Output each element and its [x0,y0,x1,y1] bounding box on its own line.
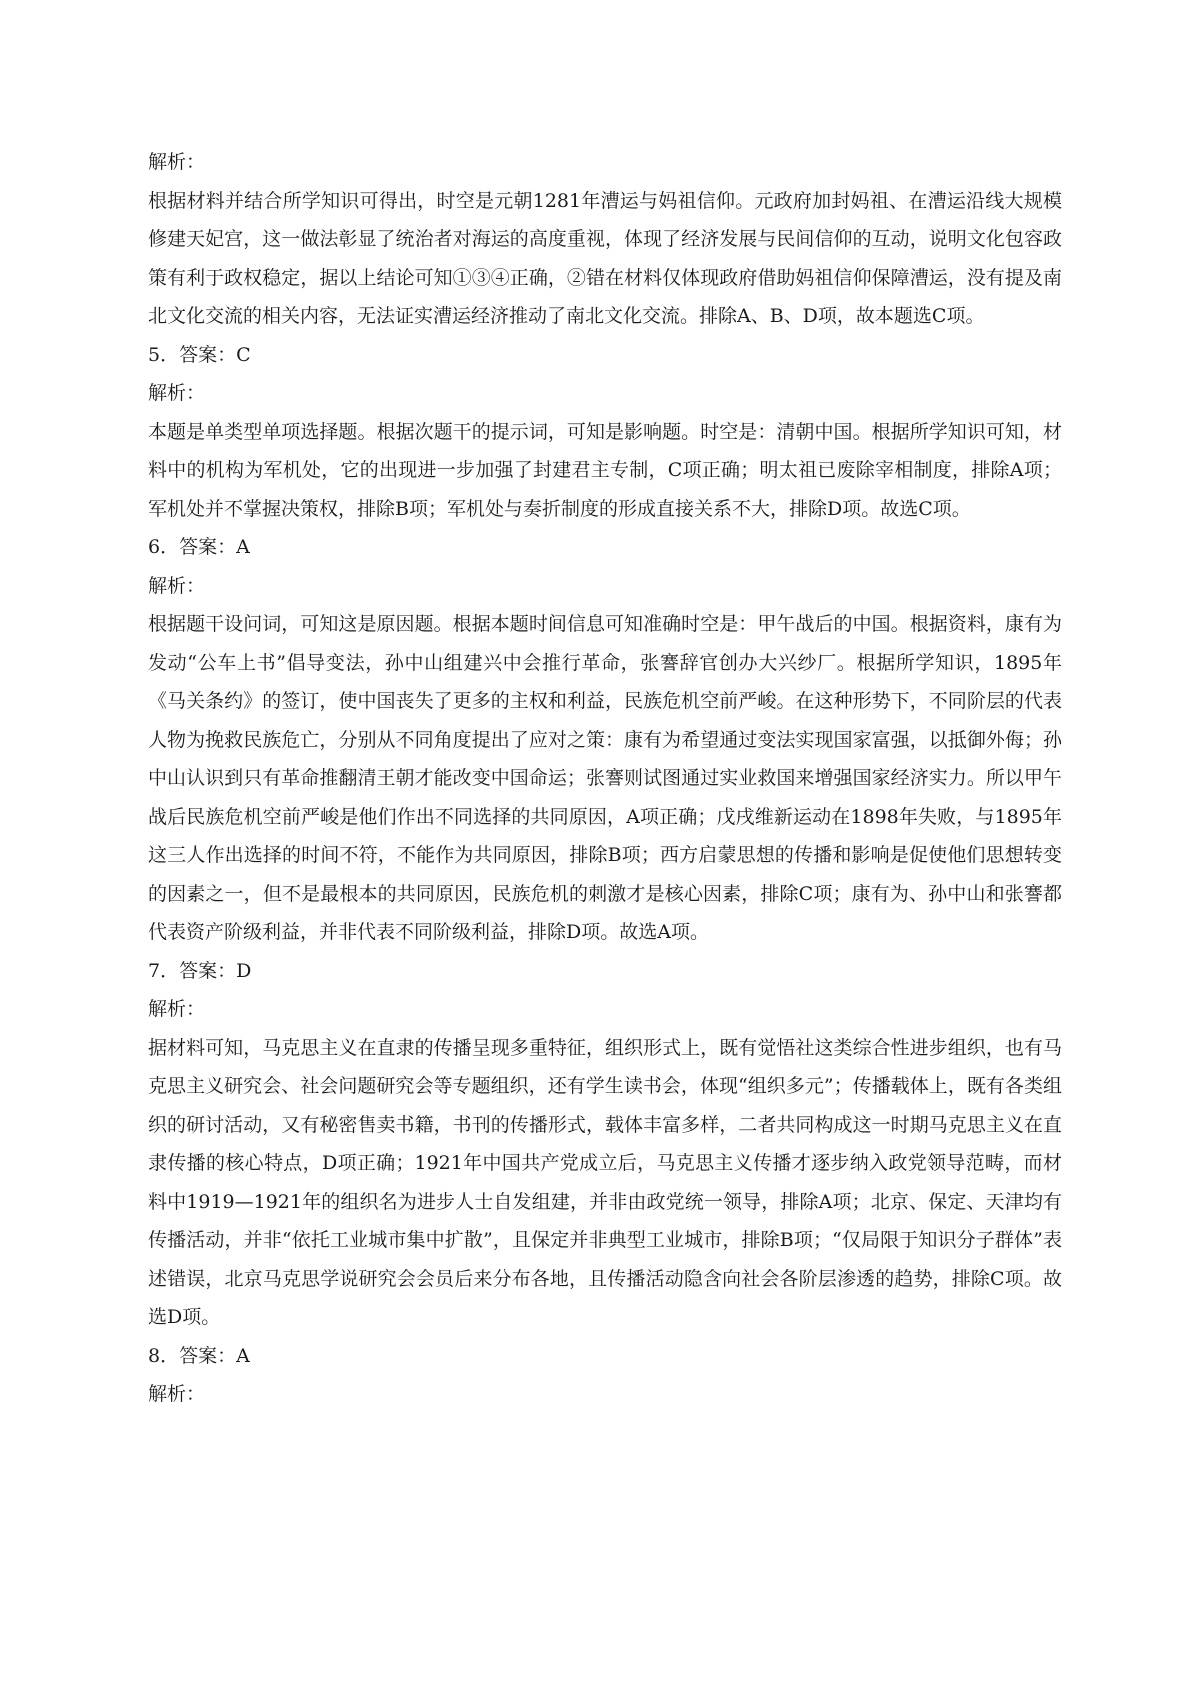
answer-line: 7．答案：D [148,959,252,982]
analysis-label: 解析： [148,382,206,404]
question-5 [148,336,1062,529]
analysis-text: 根据题干设问词，可知这是原因题。根据本题时间信息可知准确时空是：甲午战后的中国。根据资料，康有为发动“公车上书”倡导变法，孙中山组建兴中会推行革命，张謇辞官创办大兴纱厂。根据所学知识，1895年《马关条约》的签订，使中国丧失了更多的主权和利益，民族危机空前严峻。在这种形势下，不同阶层的代表人物为挽救民族危亡，分别从不同角度提出了应对之策：康有为希望通过变法实现国家富强，以抵御外侮；孙中山认识到只有革命推翻清王朝才能改变中国命运；张謇则试图通过实业救国来增强国家经济实力。所以甲午战后民族危机空前严峻是他们作出不同选择的共同原因，A项正确；戊戌维新运动在1898年失败，与1895年这三人作出选择的时间不符，不能作为共同原因，排除B项；西方启蒙思想的传播和影响是促使他们思想转变的因素之一，但不是最根本的共同原因，民族危机的刺激才是核心因素，排除C项；康有为、孙中山和张謇都代表资产阶级利益，并非代表不同阶级利益，排除D项。故选A项。 [148,613,1062,943]
answer-line: 8．答案：A [148,1344,250,1367]
analysis-text: 本题是单类型单项选择题。根据次题干的提示词，可知是影响题。时空是：清朝中国。根据所学知识可知，材料中的机构为军机处，它的出现进一步加强了封建君主专制，C项正确；明太祖已废除宰相制度，排除A项；军机处并不掌握决策权，排除B项；军机处与奏折制度的形成直接关系不大，排除D项。故选C项。 [148,420,1062,520]
question-6 [148,528,1062,952]
question-8 [148,1337,1062,1414]
analysis-label: 解析： [148,151,206,173]
analysis-label: 解析： [148,1383,206,1405]
analysis-text: 据材料可知，马克思主义在直隶的传播呈现多重特征，组织形式上，既有觉悟社这类综合性进步组织，也有马克思主义研究会、社会问题研究会等专题组织，还有学生读书会，体现“组织多元”；传播载体上，既有各类组织的研讨活动，又有秘密售卖书籍，书刊的传播形式，载体丰富多样，二者共同构成这一时期马克思主义在直隶传播的核心特点，D项正确；1921年中国共产党成立后，马克思主义传播才逐步纳入政党领导范畴，而材料中1919—1921年的组织名为进步人士自发组建，并非由政党统一领导，排除A项；北京、保定、天津均有传播活动，并非“依托工业城市集中扩散”，且保定并非典型工业城市，排除B项；“仅局限于知识分子群体”表述错误，北京马克思学说研究会会员后来分布各地，且传播活动隐含向社会各阶层渗透的趋势，排除C项。故选D项。 [148,1036,1062,1328]
answer-line: 5．答案：C [148,343,251,366]
analysis-label: 解析： [148,574,206,597]
answer-line: 6．答案：A [148,536,250,558]
question-4-analysis [148,143,1062,336]
question-7 [148,952,1062,1337]
analysis-text: 根据材料并结合所学知识可得出，时空是元朝1281年漕运与妈祖信仰。元政府加封妈祖、在漕运沿线大规模修建天妃宫，这一做法彰显了统治者对海运的高度重视，体现了经济发展与民间信仰的互动，说明文化包容政策有利于政权稳定，据以上结论可知①③④正确，②错在材料仅体现政府借助妈祖信仰保障漕运，没有提及南北文化交流的相关内容，无法证实漕运经济推动了南北文化交流。排除A、B、D项，故本题选C项。 [148,189,1062,327]
analysis-label: 解析： [148,998,206,1020]
